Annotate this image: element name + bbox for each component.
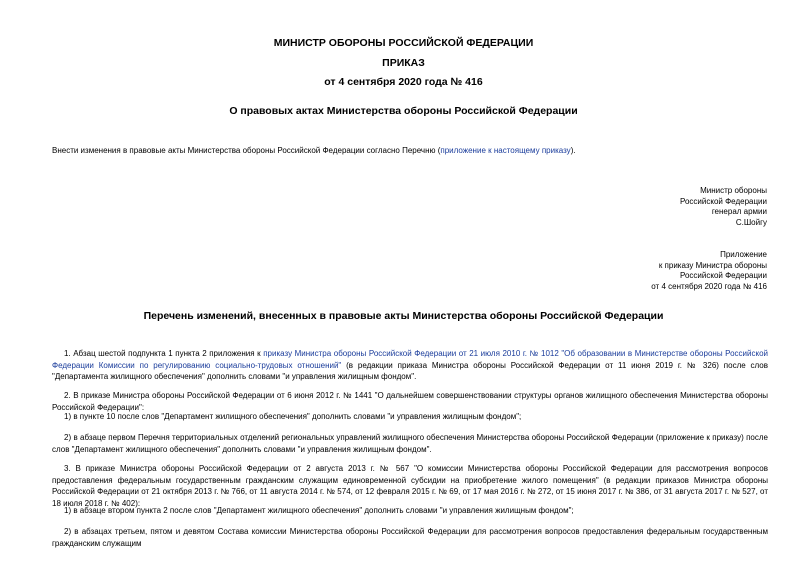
intro-text-end: ).	[570, 146, 576, 155]
appendix-line: от 4 сентября 2020 года № 416	[651, 281, 767, 291]
appendix-reference	[651, 250, 767, 292]
item-2-2: 2) в абзаце первом Перечня территориальных отделений региональных управлений жилищного обеспечения Министерства обороны Российской Федерации (приложение к приказу) после слов "Департамент жилищного обеспечения" дополнить словами "и управления жилищным фондом".	[52, 433, 768, 454]
document-title: О правовых актах Министерства обороны Российской Федерации	[229, 105, 578, 117]
changes-list-title: Перечень изменений, внесенных в правовые акты Министерства обороны Российской Федерации	[143, 310, 664, 322]
intro-text: Внести изменения в правовые акты Министерства обороны Российской Федерации согласно Перечню (	[52, 146, 441, 155]
intro-paragraph	[52, 145, 768, 157]
appendix-line: Российской Федерации	[680, 271, 767, 280]
item-2: 2. В приказе Министра обороны Российской Федерации от 6 июня 2012 г. № 1441 "О дальнейшем совершенствовании структуры органов жилищного обеспечения Министерства обороны Российской Федерации":	[52, 391, 768, 412]
item-3-2: 2) в абзацах третьем, пятом и девятом Состава комиссии Министерства обороны Российской Федерации для рассмотрения вопросов предоставления федеральным государственным гражданским служащим	[52, 527, 768, 548]
signature-block	[680, 186, 767, 228]
document-type: ПРИКАЗ	[382, 57, 425, 69]
signature-line: Министр обороны	[700, 186, 767, 195]
document-date-number: от 4 сентября 2020 года № 416	[324, 76, 483, 88]
item-text: (в редакции приказа Министра обороны Российской Федерации от 11 июня 2019 г. № 326) после слов "Департамента жилищного обеспечения" дополнить словами "и управления жилищным фондом".	[52, 360, 768, 381]
signature-line: Российской Федерации	[680, 196, 767, 206]
item-text: 1. Абзац шестой подпункта 1 пункта 2 приложения к	[64, 349, 264, 358]
item-2-1: 1) в пункте 10 после слов "Департамент жилищного обеспечения" дополнить словами "и управления жилищным фондом";	[64, 412, 522, 421]
item-1	[52, 348, 768, 383]
appendix-line: Приложение	[720, 250, 767, 259]
item-3-1: 1) в абзаце втором пункта 2 после слов "Департамент жилищного обеспечения" дополнить словами "и управления жилищным фондом";	[64, 506, 574, 515]
appendix-link[interactable]: приложение к настоящему приказу	[440, 146, 571, 155]
issuer-heading: МИНИСТР ОБОРОНЫ РОССИЙСКОЙ ФЕДЕРАЦИИ	[273, 37, 534, 49]
signature-line: генерал армии	[711, 207, 767, 216]
signature-name: С.Шойгу	[735, 217, 767, 227]
item-3: 3. В приказе Министра обороны Российской Федерации от 2 августа 2013 г. № 567 "О комиссии Министерства обороны Российской Федерации для рассмотрения вопросов предоставления федеральным государственным гражданским служащим единовременной субсидии на приобретение жилого помещения" (в редакции приказов Министра обороны Российской Федерации от 21 октября 2013 г. № 766, от 11 августа 2014 г. № 574, от 12 февраля 2015 г. № 69, от 17 мая 2016 г. № 272, от 15 июня 2017 г. № 386, от 31 августа 2017 г. № 527, от 18 июля 2018 г. № 402):	[52, 464, 768, 508]
order-1012-link[interactable]: приказу Министра обороны Российской Федерации от 21 июля 2010 г. № 1012 "Об образовании в Министерстве обороны Российской Федерации Комиссии по регулированию социально-трудовых отношений"	[52, 349, 769, 370]
appendix-line: к приказу Министра обороны	[658, 260, 767, 270]
